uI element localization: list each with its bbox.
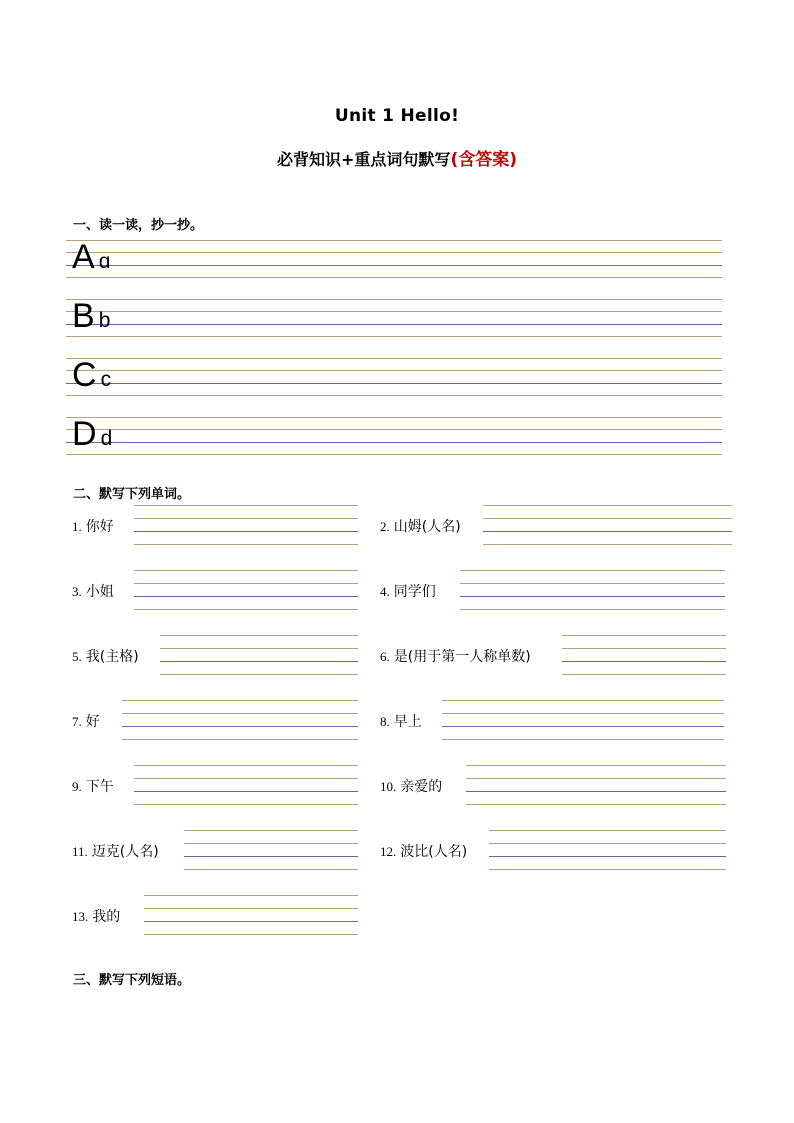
- word-item: [380, 516, 732, 556]
- word-item: [380, 841, 726, 881]
- word-item: [72, 581, 358, 621]
- item-prompt: 我(主格): [85, 649, 139, 665]
- letter-pair-a: [72, 240, 110, 274]
- writing-lines-a: [66, 240, 722, 278]
- word-item: [380, 581, 725, 621]
- item-prompt: 山姆(人名): [393, 519, 461, 535]
- uppercase-letter: B: [72, 297, 95, 335]
- lowercase-letter: ɑ: [98, 250, 111, 273]
- uppercase-letter: C: [72, 356, 97, 394]
- item-number: 13.: [72, 909, 89, 924]
- answer-writing-lines[interactable]: [184, 830, 358, 870]
- word-item: [380, 711, 724, 751]
- word-item: [380, 646, 726, 686]
- word-item: [72, 711, 358, 751]
- answer-writing-lines[interactable]: [562, 635, 726, 675]
- word-item: [72, 906, 358, 946]
- lowercase-letter: b: [98, 309, 111, 332]
- item-number: 12.: [380, 844, 397, 859]
- item-prompt: 是(用于第一人称单数): [393, 649, 531, 665]
- uppercase-letter: D: [72, 415, 97, 453]
- word-item: [72, 646, 358, 686]
- word-item: [72, 776, 358, 816]
- item-number: 9.: [72, 779, 82, 794]
- item-number: 6.: [380, 649, 390, 664]
- word-item: [72, 841, 358, 881]
- item-prompt: 我的: [92, 909, 121, 925]
- word-item: [380, 776, 726, 816]
- subtitle-answer-note: (含答案): [450, 150, 517, 170]
- uppercase-letter: A: [72, 238, 95, 276]
- lowercase-letter: d: [100, 427, 113, 450]
- section-1-heading: 一、读一读，抄一抄。: [73, 218, 204, 233]
- item-number: 1.: [72, 519, 82, 534]
- item-number: 8.: [380, 714, 390, 729]
- item-prompt: 好: [85, 714, 100, 730]
- answer-writing-lines[interactable]: [483, 505, 732, 545]
- word-item: [72, 516, 358, 556]
- writing-lines-d: [66, 417, 722, 455]
- answer-writing-lines[interactable]: [122, 700, 358, 740]
- item-number: 7.: [72, 714, 82, 729]
- item-number: 5.: [72, 649, 82, 664]
- item-prompt: 同学们: [393, 584, 436, 600]
- item-prompt: 亲爱的: [400, 779, 443, 795]
- item-number: 2.: [380, 519, 390, 534]
- item-number: 10.: [380, 779, 397, 794]
- page-subtitle: [0, 145, 794, 170]
- writing-lines-c: [66, 358, 722, 396]
- answer-writing-lines[interactable]: [466, 765, 726, 805]
- answer-writing-lines[interactable]: [460, 570, 725, 610]
- letter-pair-b: [72, 299, 110, 333]
- letter-pair-c: [72, 358, 111, 392]
- writing-lines-b: [66, 299, 722, 337]
- item-prompt: 你好: [85, 519, 114, 535]
- item-prompt: 下午: [85, 779, 114, 795]
- letter-pair-d: [72, 417, 112, 451]
- subtitle-main: 必背知识+重点词句默写: [277, 150, 451, 169]
- item-prompt: 波比(人名): [400, 844, 468, 860]
- item-number: 11.: [72, 844, 88, 859]
- item-number: 3.: [72, 584, 82, 599]
- answer-writing-lines[interactable]: [160, 635, 358, 675]
- section-3-heading: 三、默写下列短语。: [73, 973, 191, 988]
- item-number: 4.: [380, 584, 390, 599]
- item-prompt: 小姐: [85, 584, 114, 600]
- answer-writing-lines[interactable]: [489, 830, 726, 870]
- answer-writing-lines[interactable]: [134, 570, 358, 610]
- answer-writing-lines[interactable]: [134, 505, 358, 545]
- section-2-heading: 二、默写下列单词。: [73, 487, 191, 502]
- answer-writing-lines[interactable]: [144, 895, 358, 935]
- answer-writing-lines[interactable]: [134, 765, 358, 805]
- page-title: Unit 1 Hello!: [334, 106, 460, 126]
- lowercase-letter: c: [100, 368, 112, 391]
- item-prompt: 迈克(人名): [91, 844, 159, 860]
- item-prompt: 早上: [393, 714, 422, 730]
- answer-writing-lines[interactable]: [442, 700, 724, 740]
